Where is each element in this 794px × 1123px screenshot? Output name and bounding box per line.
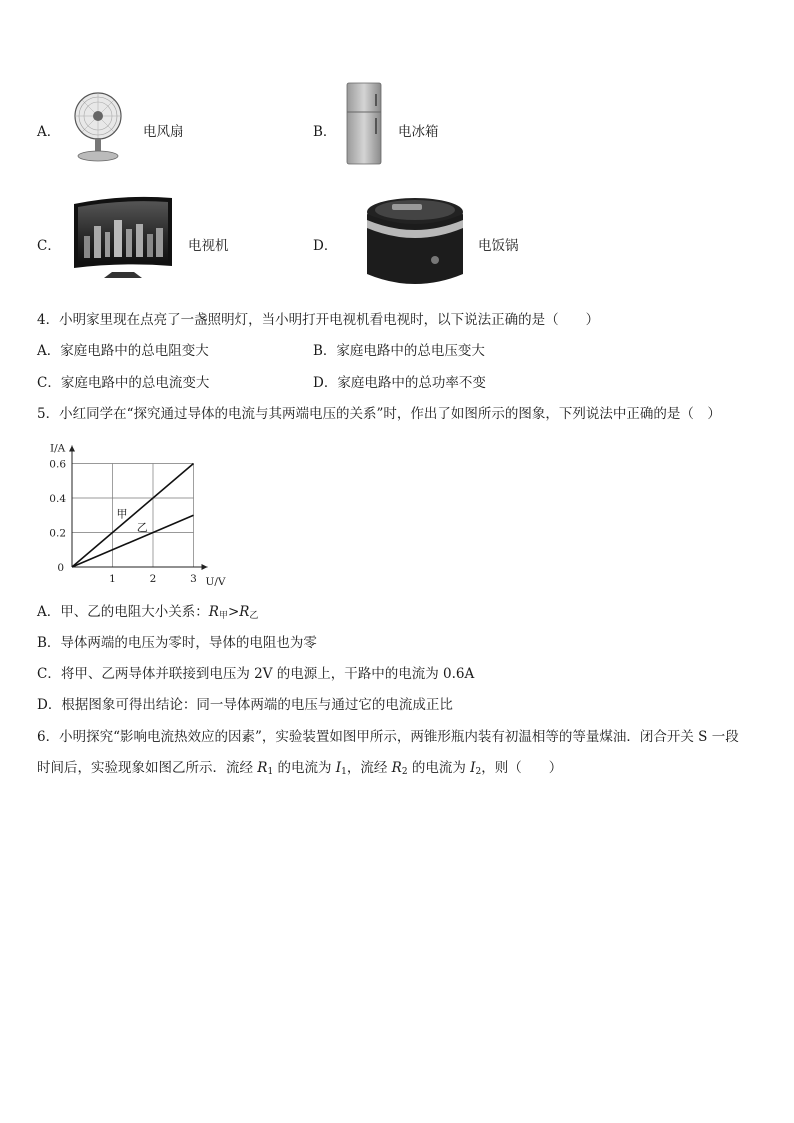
q3-option-c-letter: C． <box>37 238 61 254</box>
q3-option-a-letter: A． <box>37 124 61 140</box>
chart-y-arrow <box>69 446 75 452</box>
q6-r2: R <box>391 760 402 776</box>
q6-i1: I <box>335 760 342 776</box>
q6-r1: R <box>257 760 268 776</box>
q5-option-a-sub2: 乙 <box>249 611 259 621</box>
q6-i2: I <box>470 760 476 776</box>
q6-line-1: 6．小明探究“影响电流热效应的因素”，实验装置如图甲所示，两锥形瓶内装有初温相等的等量煤油．闭合开关 S 一段 <box>37 729 739 745</box>
iu-chart-svg <box>36 440 236 590</box>
q5-option-b: B．导体两端的电压为零时，导体的电阻也为零 <box>37 635 317 651</box>
q5-option-c: C．将甲、乙两导体并联接到电压为 2V 的电源上，干路中的电流为 0.6A <box>37 666 475 682</box>
chart-series-line-1 <box>72 515 194 567</box>
q4-option-b: B．家庭电路中的总电压变大 <box>313 343 485 359</box>
q5-option-a-r2: R <box>239 604 250 620</box>
iu-chart <box>36 440 236 590</box>
q6-text-d: 的电流为 <box>407 760 471 776</box>
q3-option-a-label: 电风扇 <box>143 124 184 140</box>
television-icon <box>72 196 174 282</box>
q6-i1-sub: 1 <box>341 767 347 777</box>
q6-text-b: 的电流为 <box>273 760 336 776</box>
chart-series-line-0 <box>72 464 194 568</box>
chart-x-axis-label: U/V <box>205 576 226 588</box>
chart-origin-label: 0 <box>57 562 64 574</box>
chart-y-axis-label: I/A <box>50 442 66 455</box>
chart-y-tick-label: 0.4 <box>49 493 66 505</box>
q6-text-c: ，流经 <box>346 760 392 776</box>
q6-text-e: ，则（ ） <box>481 760 563 776</box>
chart-x-tick-label: 3 <box>190 573 197 585</box>
q5-option-a-text: A．甲、乙的电阻大小关系： <box>37 604 209 620</box>
q6-i2-sub: 2 <box>475 767 482 777</box>
chart-y-tick-label: 0.2 <box>49 527 66 540</box>
chart-x-tick-label: 1 <box>109 573 116 585</box>
q5-option-a-sub1: 甲 <box>218 611 228 621</box>
q6-line-2 <box>37 758 562 782</box>
q4-option-a: A．家庭电路中的总电阻变大 <box>37 343 209 359</box>
refrigerator-icon <box>345 82 383 166</box>
q5-stem: 5．小红同学在“探究通过导体的电流与其两端电压的关系”时，作出了如图所示的图象，下列说法中正确的是（ ） <box>37 406 721 422</box>
q5-option-a <box>37 602 258 626</box>
chart-series-label-0: 甲 <box>116 507 128 521</box>
chart-y-tick-label: 0.6 <box>49 458 66 471</box>
q4-option-d: D．家庭电路中的总功率不变 <box>313 375 486 391</box>
q4-stem: 4．小明家里现在点亮了一盏照明灯，当小明打开电视机看电视时，以下说法正确的是（ ） <box>37 312 600 328</box>
electric-fan-icon <box>70 90 126 162</box>
chart-x-tick-label: 2 <box>149 573 157 585</box>
q5-option-a-r1: R <box>208 604 219 620</box>
q5-option-a-gt: > <box>227 604 240 620</box>
q6-r1-sub: 1 <box>267 767 274 777</box>
q3-option-b-label: 电冰箱 <box>398 124 439 140</box>
q6-text-a: 时间后，实验现象如图乙所示．流经 <box>37 760 258 776</box>
q3-option-d-letter: D． <box>313 238 338 254</box>
chart-x-arrow <box>202 564 208 570</box>
q4-option-c: C．家庭电路中的总电流变大 <box>37 375 210 391</box>
rice-cooker-icon <box>362 190 468 294</box>
q5-option-d: D．根据图象可得出结论：同一导体两端的电压与通过它的电流成正比 <box>37 697 453 713</box>
q3-option-c-label: 电视机 <box>188 238 229 254</box>
q6-r2-sub: 2 <box>401 767 408 777</box>
q3-option-b-letter: B． <box>313 124 337 140</box>
chart-series-label-1: 乙 <box>136 521 148 535</box>
q3-option-d-label: 电饭锅 <box>478 238 519 254</box>
